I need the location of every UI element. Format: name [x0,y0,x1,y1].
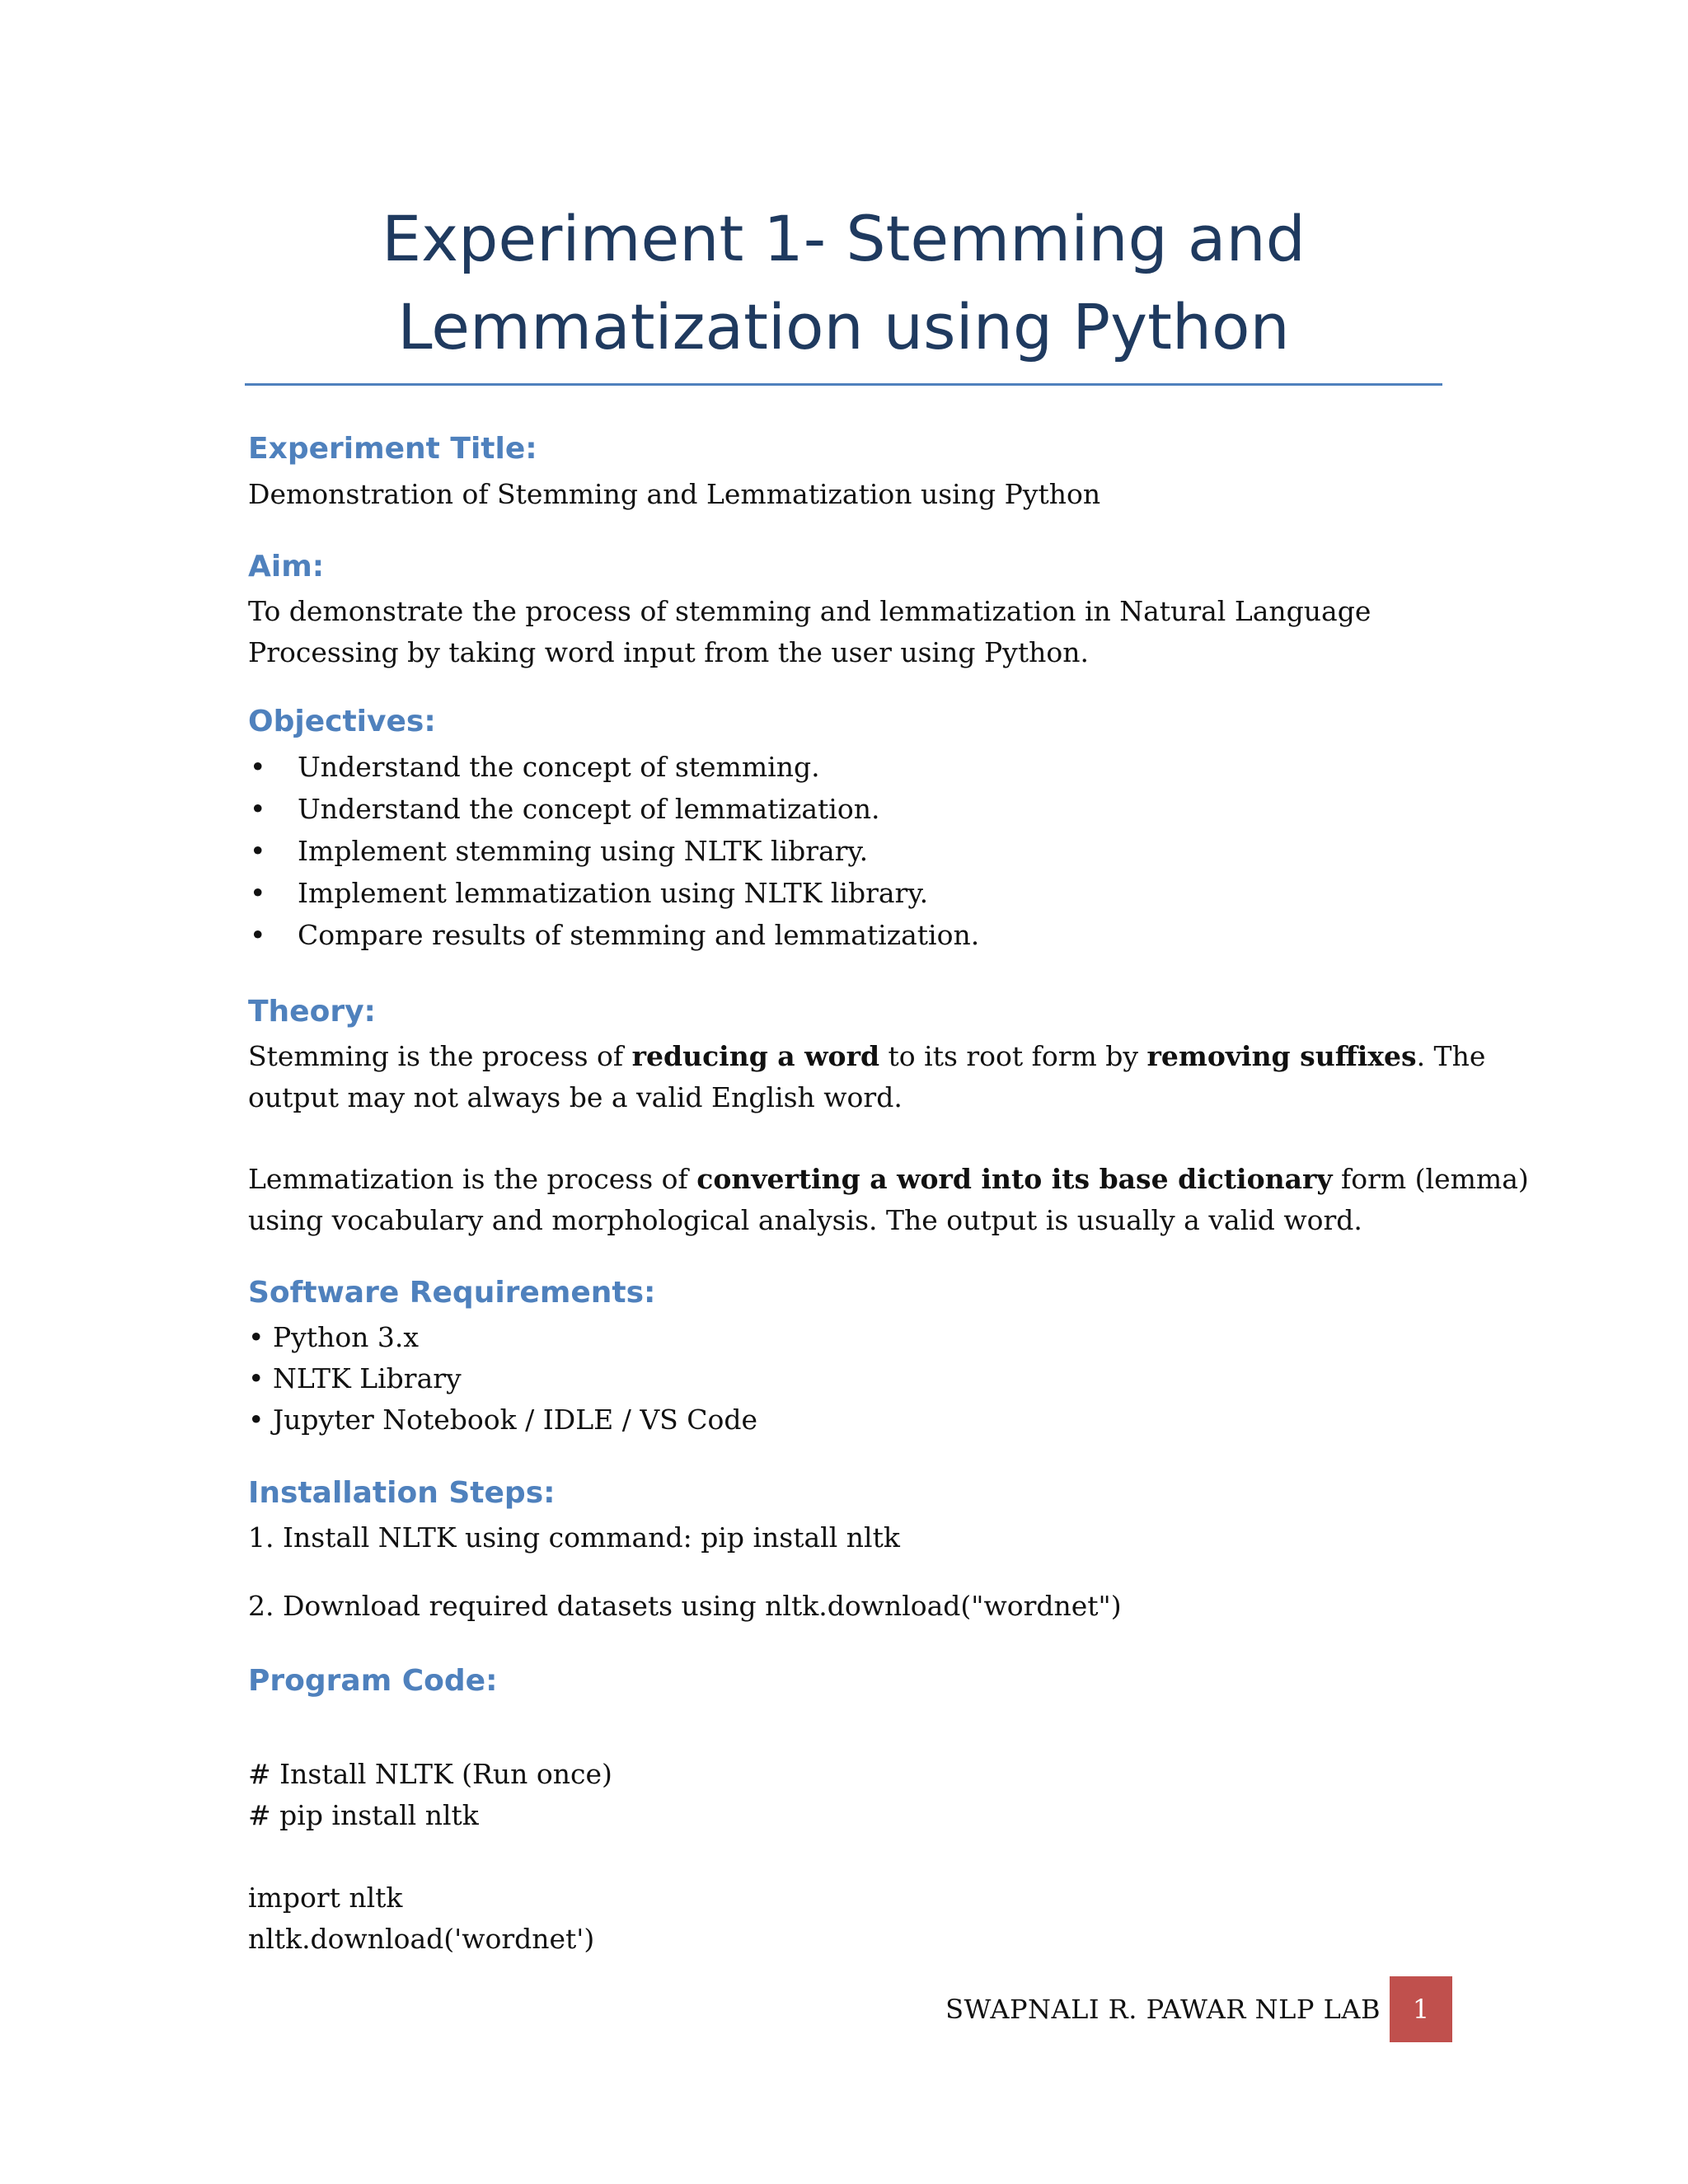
theory-text: Stemming is the process of [248,1040,632,1072]
list-item [248,914,979,956]
list-item: • Jupyter Notebook / IDLE / VS Code [248,1404,758,1436]
program-code-heading: Program Code: [248,1664,498,1698]
title-line-1: Experiment 1- Stemming and [382,202,1306,275]
list-item [248,830,979,872]
aim-line-1: To demonstrate the process of stemming and lemmatization in Natural Language [248,595,1372,627]
list-item [248,746,979,788]
objective-text: Understand the concept of lemmatization. [298,793,880,825]
objective-text: Implement stemming using NLTK library. [298,835,869,867]
program-code-block [248,1754,612,1960]
theory-text: . The [1416,1040,1486,1072]
list-item [248,788,979,830]
list-item [248,872,979,914]
code-line: # pip install nltk [248,1799,479,1831]
code-line [248,1836,612,1877]
aim-heading: Aim: [248,550,325,583]
footer-author-label: SWAPNALI R. PAWAR NLP LAB [945,1994,1381,2025]
objectives-list [248,746,979,956]
bullet-icon: • [250,751,266,783]
list-item: • NLTK Library [248,1362,462,1394]
objectives-heading: Objectives: [248,705,436,738]
code-line: nltk.download('wordnet') [248,1923,595,1955]
objective-text: Implement lemmatization using NLTK library. [298,877,929,909]
experiment-title-heading: Experiment Title: [248,432,537,466]
theory-text: to its root form by [879,1040,1147,1072]
theory-heading: Theory: [248,995,376,1029]
bullet-icon: • [250,877,266,909]
theory-bold-text: removing suffixes [1146,1040,1417,1072]
theory-text: form (lemma) [1332,1163,1529,1195]
theory-text: Lemmatization is the process of [248,1163,697,1195]
installation-steps-heading: Installation Steps: [248,1476,556,1510]
theory-stemming-paragraph [248,1036,1485,1118]
objective-text: Compare results of stemming and lemmatization. [298,919,980,951]
bullet-icon: • [250,793,266,825]
theory-lemmatization-paragraph [248,1159,1529,1241]
title-line-2: Lemmatization using Python [397,290,1290,363]
code-line: # Install NLTK (Run once) [248,1758,612,1790]
code-line: import nltk [248,1882,403,1914]
bullet-icon: • [250,919,266,951]
bullet-icon: • [250,835,266,867]
page-number-badge: 1 [1390,1976,1452,2042]
list-item: • Python 3.x [248,1321,420,1353]
software-requirements-heading: Software Requirements: [248,1276,656,1310]
title-underline [245,383,1442,386]
installation-step-1: 1. Install NLTK using command: pip install nltk [248,1521,900,1554]
objective-text: Understand the concept of stemming. [298,751,820,783]
theory-text: output may not always be a valid English word. [248,1081,903,1113]
aim-text [248,591,1371,673]
software-requirements-list [248,1317,757,1441]
installation-step-2: 2. Download required datasets using nltk.download("wordnet") [248,1590,1122,1622]
aim-line-2: Processing by taking word input from the user using Python. [248,636,1089,668]
experiment-title-text: Demonstration of Stemming and Lemmatization using Python [248,478,1101,510]
theory-bold-text: converting a word into its base dictionary [696,1163,1333,1195]
theory-text: using vocabulary and morphological analysis. The output is usually a valid word. [248,1204,1362,1236]
document-title [245,194,1442,371]
theory-bold-text: reducing a word [631,1040,880,1072]
